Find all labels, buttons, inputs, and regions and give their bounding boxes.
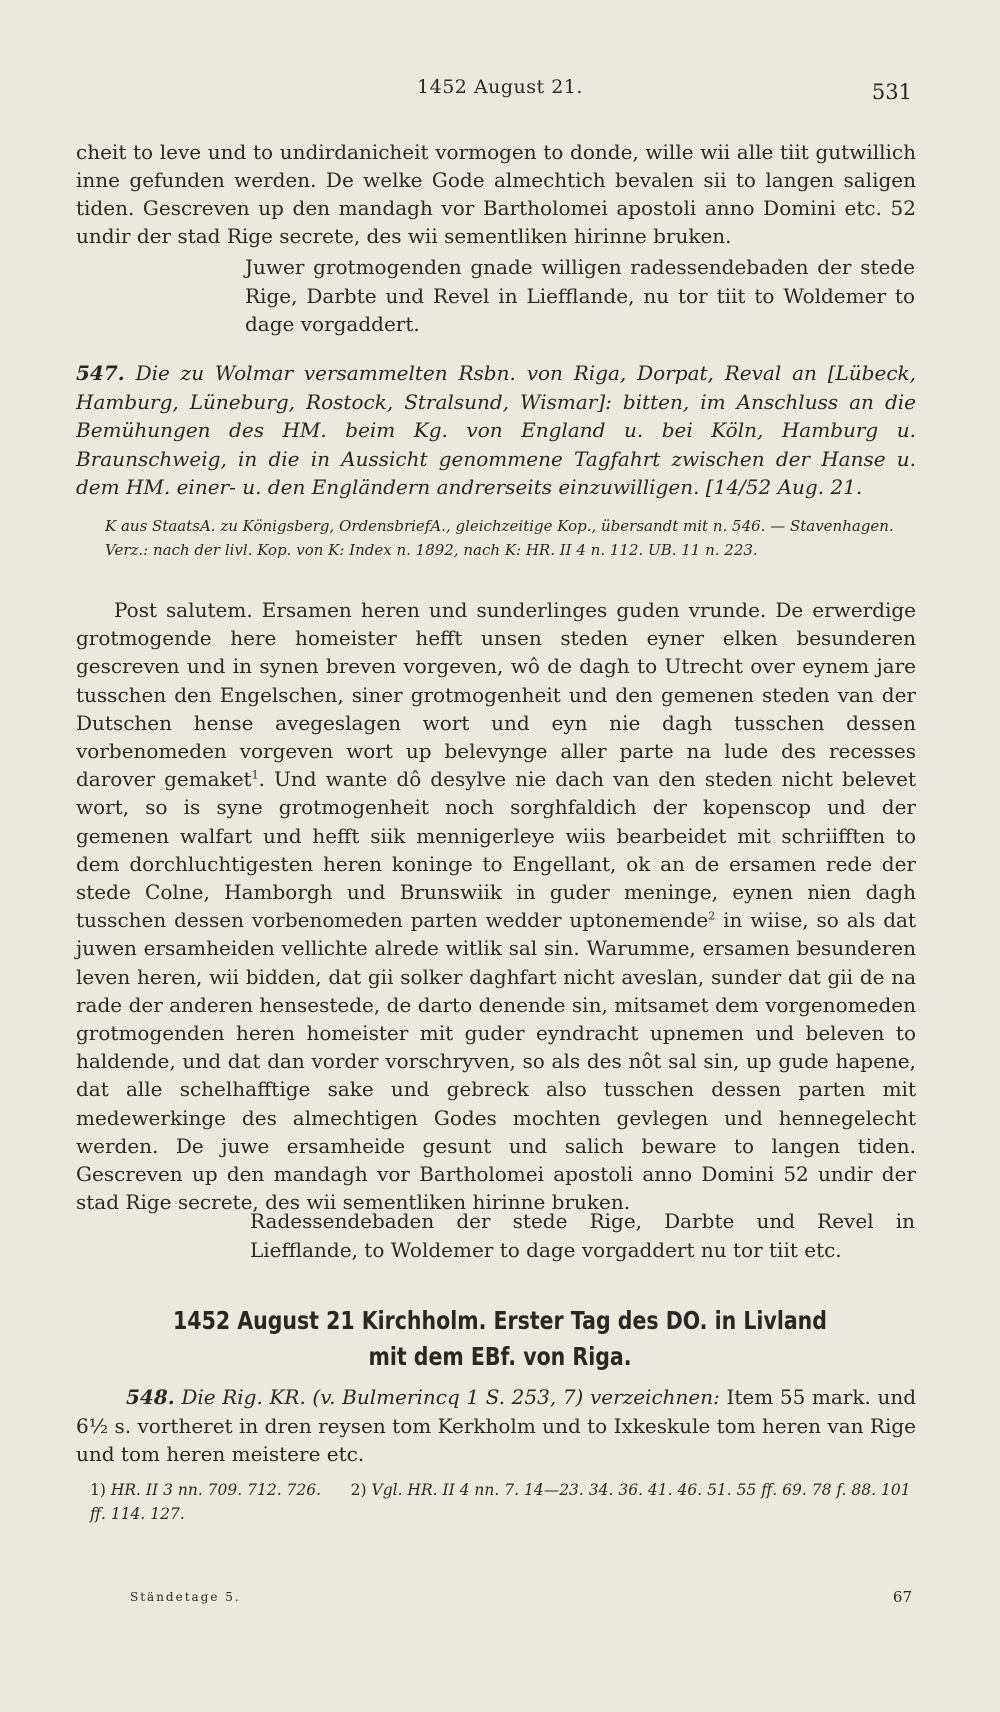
continuation-paragraph: cheit to leve und to undirdanicheit vormogen to donde, wille wii alle tiit gutwillich inne gefunden werden. De welke Gode almechtich bevalen sii to langen saligen tiden. Gescreven up den mandagh vor Bartholomei apostoli anno Domini etc. 52 undir der stad Rige secrete, des wii sementliken hirinne bruken. xyxy=(76,140,916,248)
doc-547-text-part-a: Post salutem. Ersamen heren und sunderlinges guden vrunde. De erwerdige grotmogende here homeister hefft unsen steden eyner elken besunderen gescreven und in synen breven vorgeven, wô de dagh to Utrecht over eynem jare tusschen den Engelschen, siner grotmogenheit und den gemenen steden van der Dutschen hense avegeslagen wort und eyn nie dagh tusschen dessen vorbenomeden vorgeven wort up belevynge aller parte na lude des recesses darover gemaket xyxy=(76,598,916,792)
doc-548-number: 548. xyxy=(126,1385,175,1409)
printer-signature: Ständetage 5. xyxy=(130,1590,241,1604)
running-header-date: 1452 August 21. xyxy=(417,76,583,98)
footnote-1-number: 1) xyxy=(90,1481,106,1499)
footnotes xyxy=(90,1478,920,1526)
doc-547-text-part-b: . Und wante dô desylve nie dach van den steden nicht belevet wort, so is syne grotmogenheit noch sorghfaldich der kopenscop und der gemenen walfart und hefft siik mennigerleye wiis bearbeidet mit schriifften to dem dorchluchtigesten heren koninge to Engellant, ok an de ersamen rede der stede Colne, Hamborgh und Brunswiik in guder meninge, eynen nien dagh tusschen dessen vorbenomeden parten wedder uptonemende xyxy=(76,767,916,933)
section-heading: 1452 August 21 Kirchholm. Erster Tag des DO. in Livland mit dem EBf. von Riga. xyxy=(173,1306,827,1371)
doc-547-text xyxy=(76,596,916,1216)
page-number: 531 xyxy=(871,80,912,104)
footnote-ref-1: 1 xyxy=(251,768,259,782)
footnote-2-text: Vgl. HR. II 4 nn. 7. 14—23. 34. 36. 41. 46. 51. 55 ff. 69. 78 f. 88. 101 ff. 114. 127. xyxy=(90,1481,911,1523)
doc-547-number: 547. xyxy=(76,361,125,385)
doc-547-text-part-c: in wiise, so als dat juwen ersamheiden vellichte alrede witlik sal sin. Warumme, ersamen besunderen leven heren, wii bidden, dat gii solker daghfart nicht aveslan, sunder dat gii de na rade der anderen hensestede, de darto denende sin, mitsamet dem vorgenomeden grotmogenden heren homeister mit guder eyndracht upnemen und beleven to haldende, und dat dan vorder vorschryven, so als des nôt sal sin, up gude hapene, dat alle schelhafftige sake und gebreck also tusschen dessen parten mit medewerkinge des almechtigen Godes mochten gevlegen und hennegelecht werden. De juwe ersamheide gesunt und salich beware to langen tiden. Gescreven up den mandagh vor Bartholomei apostoli anno Domini 52 undir der stad Rige secrete, des wii sementliken hirinne bruken. xyxy=(76,908,916,1215)
doc-547-source-note: K aus StaatsA. zu Königsberg, OrdensbriefA., gleichzeitige Kop., übersandt mit n. 546. — Stavenhagen. Verz.: nach der livl. Kop. von K: Index n. 1892, nach K: HR. II 4 n. 112. UB. 11 n. 223. xyxy=(105,517,894,559)
continuation-closing: Juwer grotmogenden gnade willigen radessendebaden der stede Rige, Darbte und Revel in Liefflande, nu tor tiit to Woldemer to dage vorgaddert. xyxy=(245,255,915,336)
sheet-number: 67 xyxy=(892,1588,912,1606)
doc-548-entry xyxy=(76,1383,916,1469)
doc-548-text: Item 55 mark. und 6½ s. vortheret in dren reysen tom Kerkholm und to Ixkeskule tom heren van Rige und tom heren meistere etc. xyxy=(76,1385,917,1466)
footnote-ref-2: 2 xyxy=(708,909,716,923)
footnote-1-text: HR. II 3 nn. 709. 712. 726. xyxy=(110,1481,322,1499)
doc-548-source: Die Rig. KR. (v. Bulmerincq 1 S. 253, 7) verzeichnen: xyxy=(181,1385,720,1409)
doc-547-closing: Radessendebaden der stede Rige, Darbte und Revel in Liefflande, to Woldemer to dage vorgaddert nu tor tiit etc. xyxy=(250,1209,915,1262)
doc-547-summary-text: Die zu Wolmar versammelten Rsbn. von Riga, Dorpat, Reval an [Lübeck, Hamburg, Lüneburg, Rostock, Stralsund, Wismar]: bitten, im Anschluss an die Bemühungen des HM. beim Kg. von England u. bei Köln, Hamburg u. Braunschweig, in die in Aussicht genommene Tagfahrt zwischen der Hanse u. dem HM. einer- u. den Engländern andrerseits einzuwilligen. [14/52 Aug. 21. xyxy=(76,361,917,499)
doc-547-summary xyxy=(76,359,916,502)
footnote-2-number: 2) xyxy=(350,1481,367,1499)
